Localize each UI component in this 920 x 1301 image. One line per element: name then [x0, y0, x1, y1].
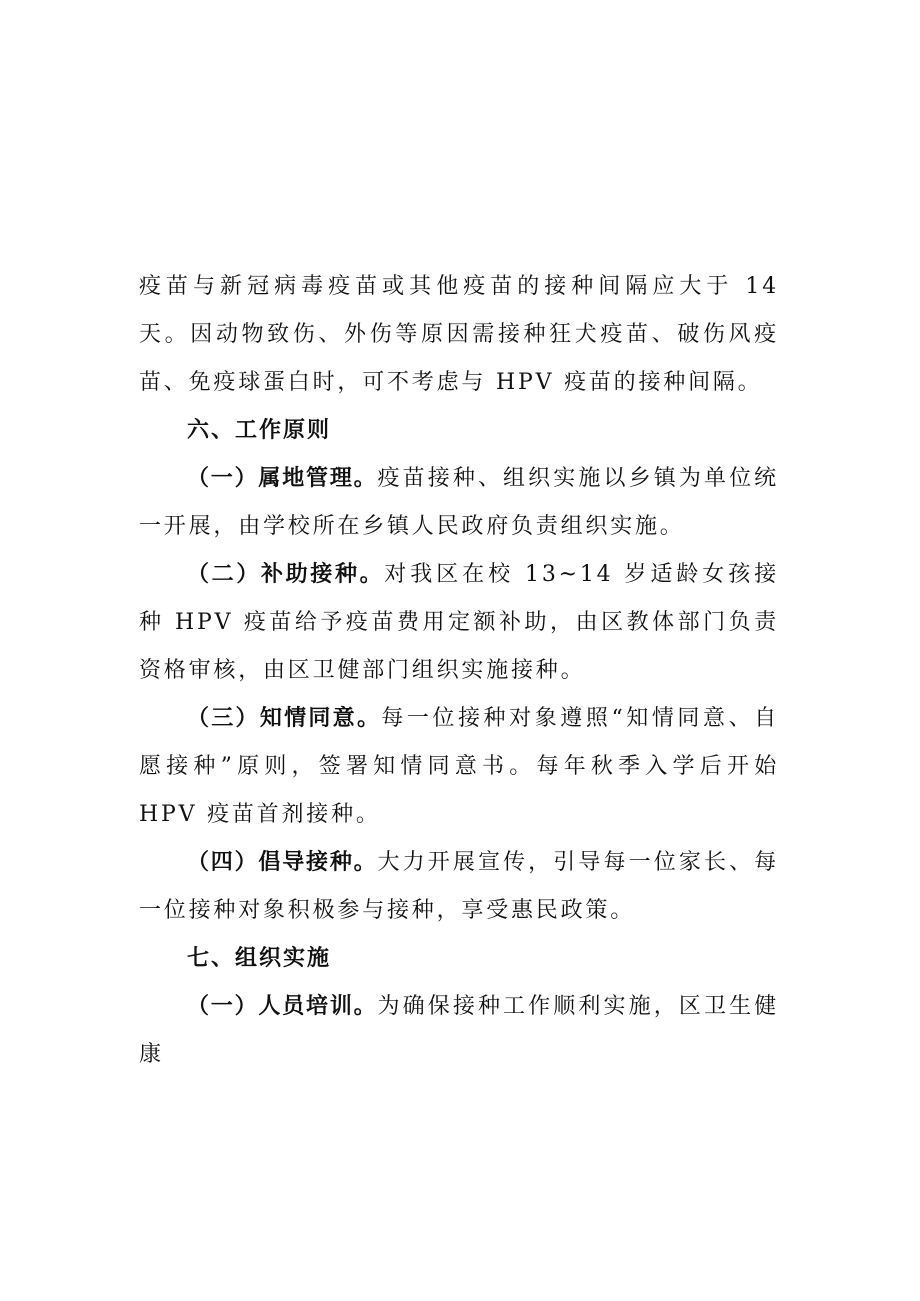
paragraph-advocate-vaccination [139, 839, 779, 935]
paragraph-staff-training [139, 983, 779, 1079]
paragraph-territorial-management [139, 455, 779, 551]
item-lead-advocate-vaccination: （四）倡导接种。 [187, 850, 378, 875]
section-heading-work-principles: 六、工作原则 [187, 418, 332, 443]
document-body [139, 263, 779, 1079]
item-lead-territorial-management: （一）属地管理。 [187, 466, 378, 491]
item-body-staff-training: 为确保接种工作顺利实施，区卫生健康 [139, 994, 779, 1067]
paragraph-informed-consent [139, 695, 779, 839]
paragraph-continuation: 疫苗与新冠病毒疫苗或其他疫苗的接种间隔应大于 14 天。因动物致伤、外伤等原因需接种狂犬疫苗、破伤风疫苗、免疫球蛋白时，可不考虑与 HPV 疫苗的接种间隔。 [139, 274, 779, 395]
item-lead-staff-training: （一）人员培训。 [187, 994, 378, 1019]
item-body-subsidized-vaccination: 对我区在校 13~14 岁适龄女孩接种 HPV 疫苗给予疫苗费用定额补助，由区教体部门负责资格审核，由区卫健部门组织实施接种。 [139, 562, 779, 683]
item-lead-subsidized-vaccination: （二）补助接种。 [187, 562, 385, 587]
item-body-advocate-vaccination: 大力开展宣传，引导每一位家长、每一位接种对象积极参与接种，享受惠民政策。 [139, 850, 779, 923]
item-lead-informed-consent: （三）知情同意。 [187, 706, 382, 731]
section-heading-organization: 七、组织实施 [187, 946, 332, 971]
item-body-territorial-management: 疫苗接种、组织实施以乡镇为单位统一开展，由学校所在乡镇人民政府负责组织实施。 [139, 466, 779, 539]
paragraph-subsidized-vaccination [139, 551, 779, 695]
item-body-informed-consent: 每一位接种对象遵照“知情同意、自愿接种”原则，签署知情同意书。每年秋季入学后开始 HPV 疫苗首剂接种。 [139, 706, 779, 827]
